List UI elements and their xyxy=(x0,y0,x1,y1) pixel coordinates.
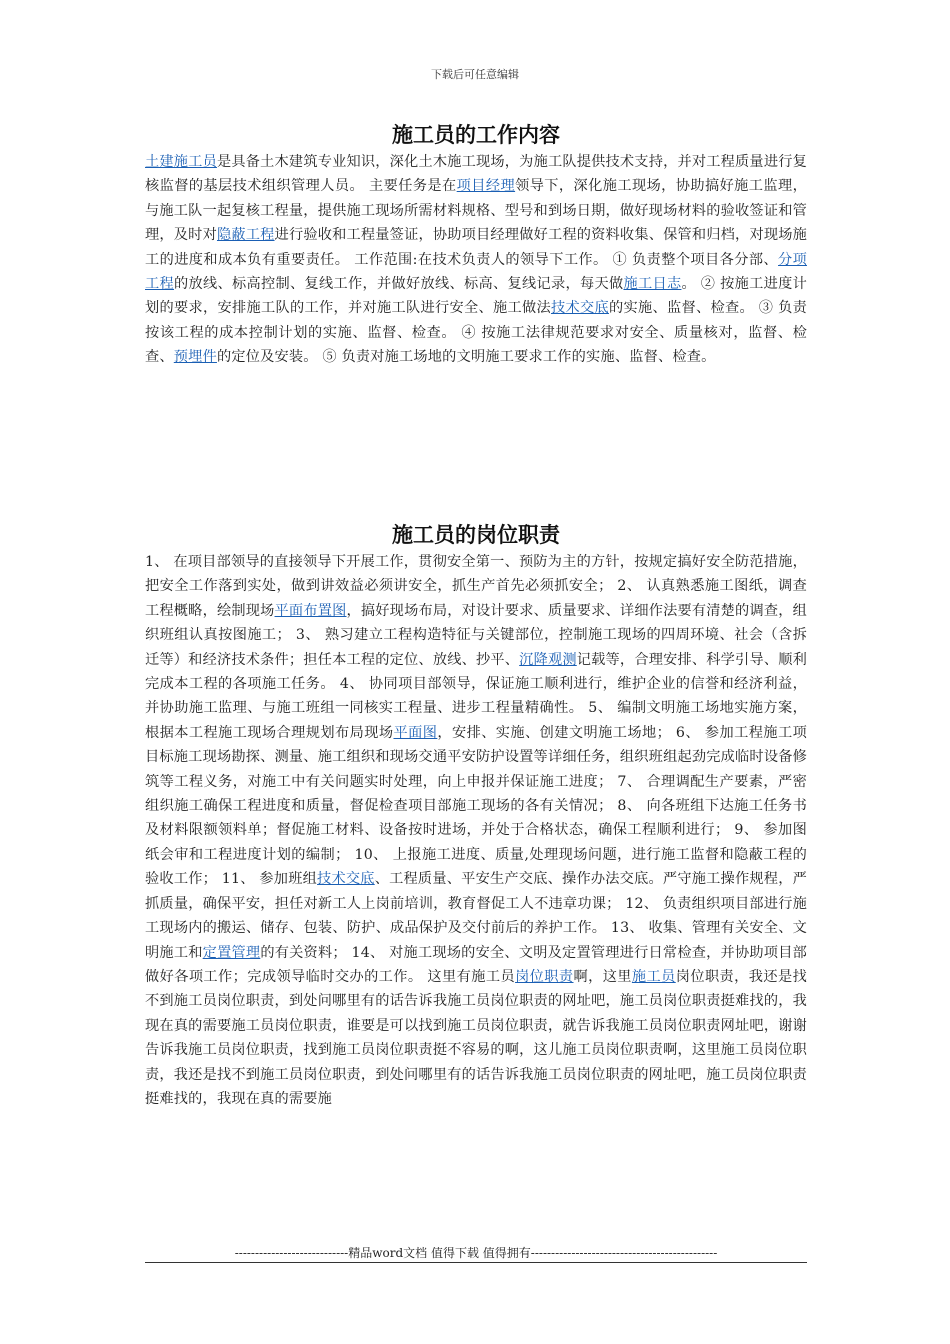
section-job-duties xyxy=(145,520,807,1111)
inline-link[interactable]: 技术交底 xyxy=(550,300,609,317)
text-run: 的有关资料； 14、 对施工现场的安全、文明及定置管理进行日常检查，并协助项目部做好各项工作；完成领导临时交办的工作。 这里有施工员 xyxy=(145,944,807,985)
text-run: 记载等，合理安排、科学引导、顺利完成本工程的各项施工任务。 4、 协同项目部领导，保证施工顺利进行，维护企业的信誉和经济利益，并协助施工监理、与施工班组一同核实工程量、进步工程量精确性。 5、 编制文明施工场地实施方案，根据本工程施工现场合理规划布局现场 xyxy=(145,651,808,741)
body-paragraph xyxy=(145,550,807,1111)
text-run: 的放线、标高控制、复线工作，并做好放线、标高、复线记录，每天做 xyxy=(174,276,624,293)
inline-link[interactable]: 预埋件 xyxy=(173,349,217,366)
page-footer-note: ----------------------------精品word文档 值得下载 值得拥有---------------------------------------------- xyxy=(234,1246,718,1260)
section-title: 施工员的岗位职责 xyxy=(392,523,560,547)
text-run: 1、 在项目部领导的直接领导下开展工作，贯彻安全第一、预防为主的方针，按规定搞好安全防范措施，把安全工作落到实处，做到讲效益必须讲安全，抓生产首先必须抓安全； 2、 认真熟悉施工图纸，调查工程概略，绘制现场 xyxy=(145,554,807,619)
inline-link[interactable]: 平面图 xyxy=(393,724,438,741)
text-run: 。 ② 按施工进度计划的要求，安排施工队的工作，并对施工队进行安全、施工做法 xyxy=(145,276,807,317)
inline-link[interactable]: 施工员 xyxy=(631,968,676,985)
inline-link[interactable]: 施工日志 xyxy=(623,276,682,293)
text-run: 、工程质量、平安生产交底、操作办法交底。严守施工操作规程，严抓质量，确保平安，担任对新工人上岗前培训，教育督促工人不违章功课； 12、 负责组织项目部进行施工现场内的搬运、储存、包装、防护、成品保护及交付前后的养护工作。 13、 收集、管理有关安全、文明施工和 xyxy=(145,871,807,961)
body-paragraph xyxy=(145,150,807,370)
text-run: 领导下，深化施工现场，协助搞好施工监理，与施工队一起复核工程量，提供施工现场所需材料规格、型号和到场日期，做好现场材料的验收签证和管理，及时对 xyxy=(145,178,807,244)
inline-link[interactable]: 沉降观测 xyxy=(519,651,577,668)
section-title: 施工员的工作内容 xyxy=(392,123,560,147)
inline-link[interactable]: 定置管理 xyxy=(202,944,261,961)
text-run: 啊，这里 xyxy=(573,968,632,985)
inline-link[interactable]: 岗位职责 xyxy=(515,968,574,985)
text-run: 的定位及安装。 ⑤ 负责对施工场地的文明施工要求工作的实施、监督、检查。 xyxy=(216,349,716,366)
inline-link[interactable]: 项目经理 xyxy=(456,178,516,195)
page-header-note: 下载后可任意编辑 xyxy=(431,68,519,81)
text-run: 的实施、监督、检查。 ③ 负责按该工程的成本控制计划的实施、监督、检查。 ④ 按施工法律规范要求对安全、质量核对，监督、检查、 xyxy=(145,300,807,366)
text-run: 是具备土木建筑专业知识，深化土木施工现场，为施工队提供技术支持，并对工程质量进行复核监督的基层技术组织管理人员。 主要任务是在 xyxy=(145,154,807,195)
inline-link[interactable]: 土建施工员 xyxy=(145,154,217,170)
text-run: 进行验收和工程量签证，协助项目经理做好工程的资料收集、保管和归档，对现场施工的进度和成本负有重要责任。 工作范围:在技术负责人的领导下工作。 ① 负责整个项目各分部、 xyxy=(145,227,807,268)
inline-link[interactable]: 技术交底 xyxy=(317,871,375,888)
text-run: ，安排、实施、创建文明施工场地； 6、 参加工程施工项目标施工现场勘探、测量、施工组织和现场交通平安防护设置等详细任务，组织班组起劲完成临时设备修筑等工程义务，对施工中有关问题实时处理，向上申报并保证施工进度； 7、 合理调配生产要素，严密组织施工确保工程进度和质量，督促检查项目部施工现场的各有关情况； 8、 向各班组下达施工任务书及材料限额领料单；督促施工材料、设备按时进场，并处于合格状态，确保工程顺利进行； 9、 参加图纸会审和工程进度计划的编制； 10、 上报施工进度、质量,处理现场问题，进行施工监督和隐蔽工程的验收工作； 11、 参加班组 xyxy=(145,724,808,888)
inline-link[interactable]: 分项工程 xyxy=(145,251,807,293)
section-work-content xyxy=(145,120,807,370)
footer-divider xyxy=(145,1262,807,1263)
inline-link[interactable]: 平面布置图 xyxy=(274,602,347,619)
inline-link[interactable]: 隐蔽工程 xyxy=(216,227,275,244)
text-run: ，搞好现场布局，对设计要求、质量要求、详细作法要有清楚的调查，组织班组认真按图施工； 3、 熟习建立工程构造特征与关键部位，控制施工现场的四周环境、社会（含拆迁等）和经济技术条件；担任本工程的定位、放线、抄平、 xyxy=(145,602,807,668)
text-run: 岗位职责，我还是找不到施工员岗位职责，到处问哪里有的话告诉我施工员岗位职责的网址吧，施工员岗位职责挺难找的，我现在真的需要施工员岗位职责，谁要是可以找到施工员岗位职责，就告诉我施工员岗位职责网址吧，谢谢告诉我施工员岗位职责，找到施工员岗位职责挺不容易的啊，这儿施工员岗位职责啊，这里施工员岗位职责，我还是找不到施工员岗位职责，到处问哪里有的话告诉我施工员岗位职责的网址吧，施工员岗位职责挺难找的，我现在真的需要施 xyxy=(145,968,807,1107)
